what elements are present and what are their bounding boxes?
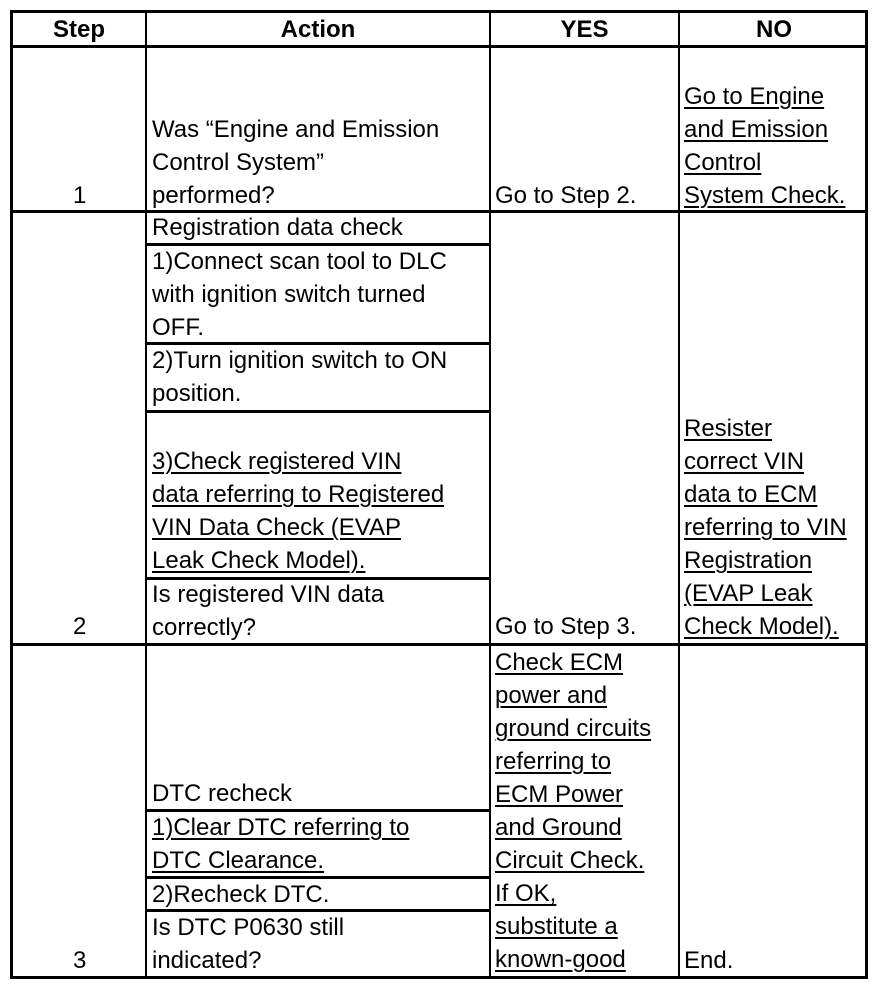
action-substep: 2)Turn ignition switch to ON position.	[152, 347, 448, 407]
yes-result: Go to Step 2.	[495, 182, 637, 209]
no-link-vin-registration[interactable]: Resister correct VIN data to ECM referring to VIN Registration (EVAP Leak Check Model).	[684, 415, 847, 640]
subrow-divider	[146, 410, 489, 413]
column-divider	[489, 13, 491, 976]
action-title: Registration data check	[152, 214, 403, 241]
action-substep-link[interactable]: 1)Clear DTC referring to DTC Clearance.	[152, 814, 410, 874]
no-result: End.	[684, 947, 734, 974]
header-yes: YES	[560, 16, 609, 43]
diagnostic-table	[10, 10, 868, 979]
action-question: Is registered VIN data correctly?	[152, 581, 385, 641]
action-title: DTC recheck	[152, 780, 293, 807]
column-divider	[145, 13, 147, 976]
yes-link-ecm-power-ground-check[interactable]: Check ECM power and ground circuits referring to ECM Power and Ground Circuit Check. If OK, substitute a known-good	[495, 649, 652, 973]
yes-result: Go to Step 3.	[495, 613, 637, 640]
header-action: Action	[280, 16, 356, 43]
header-step: Step	[52, 16, 105, 43]
header-no: NO	[756, 16, 792, 43]
column-divider	[678, 13, 680, 976]
step-number: 2	[73, 613, 87, 640]
action-question: Is DTC P0630 still indicated?	[152, 914, 345, 974]
action-substep: 1)Connect scan tool to DLC with ignition switch turned OFF.	[152, 248, 447, 341]
no-link-engine-emission-check[interactable]: Go to Engine and Emission Control System Check.	[684, 83, 846, 209]
action-question: Was “Engine and Emission Control System” performed?	[152, 116, 440, 209]
action-substep-link[interactable]: 3)Check registered VIN data referring to Registered VIN Data Check (EVAP Leak Check Model).	[152, 448, 445, 574]
step-number: 1	[73, 182, 87, 209]
action-substep: 2)Recheck DTC.	[152, 881, 330, 908]
step-number: 3	[73, 947, 87, 974]
row-divider	[13, 643, 865, 646]
